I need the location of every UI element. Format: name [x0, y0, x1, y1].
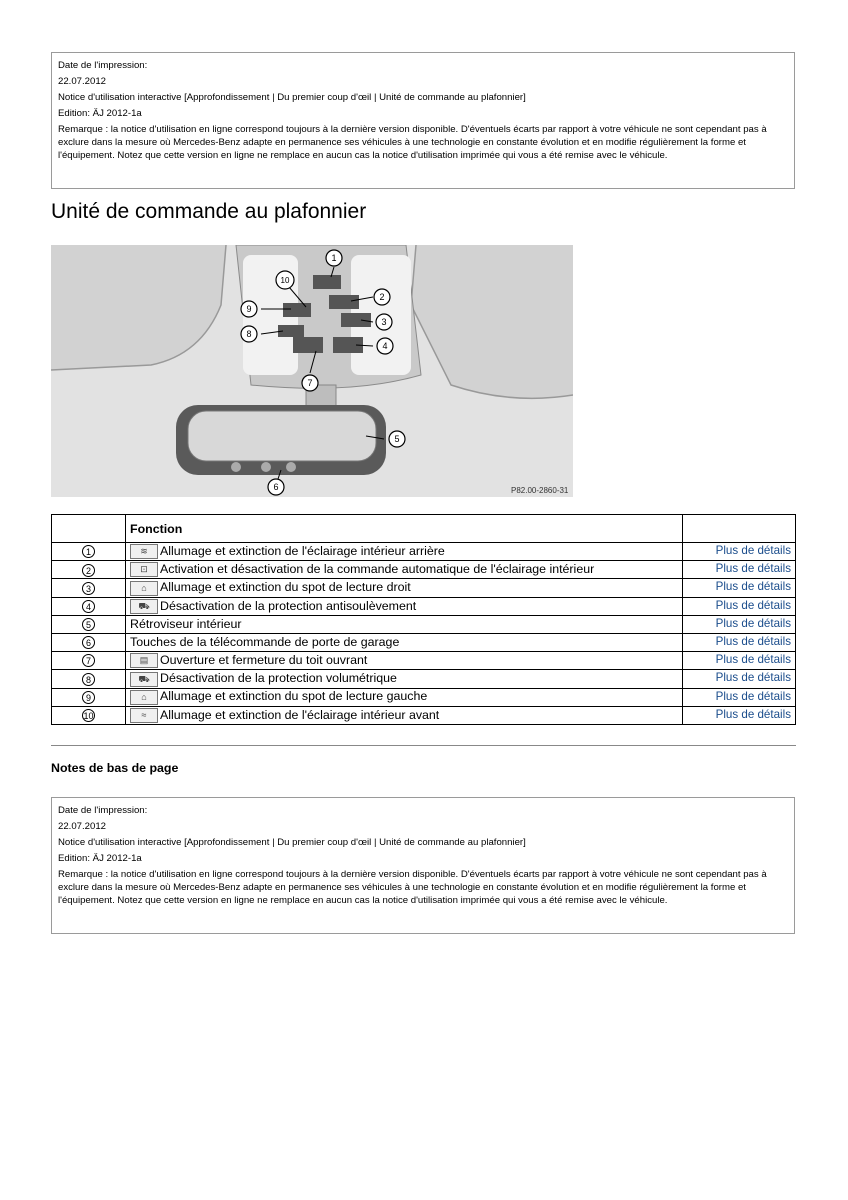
print-date-label: Date de l'impression: — [58, 805, 148, 816]
details-link[interactable]: Plus de détails — [683, 652, 796, 670]
edition: Edition: ÄJ 2012-1a — [58, 107, 142, 119]
row-number-cell — [52, 633, 126, 651]
row-number-cell — [52, 579, 126, 597]
callout-label-2: 2 — [379, 292, 385, 302]
callout-number: 7 — [82, 654, 95, 667]
row-number-cell — [52, 597, 126, 615]
details-link[interactable]: Plus de détails — [683, 597, 796, 615]
rear-light-icon: ≋ — [130, 544, 158, 559]
print-date: 22.07.2012 — [58, 820, 107, 832]
table-header-row — [52, 515, 796, 543]
callout-number: 2 — [82, 564, 95, 577]
figure-code: P82.00-2860-31 — [511, 486, 569, 495]
callout-label-7: 7 — [307, 378, 313, 388]
callout-label-1: 1 — [331, 253, 337, 263]
function-cell — [126, 670, 683, 688]
function-table — [51, 514, 796, 725]
remark: Remarque : la notice d'utilisation en ligne correspond toujours à la dernière version disponible. D'éventuels écarts par rapport à votre véhicule ne sont cependant pas à exclure dans la mesure où Mercedes-Benz adapte en permanence ses véhicules à une technologie en constante évolution et en modifie régulièrement la forme et l'équipement. Notez que cette version en ligne ne remplace en aucun cas la notice d'utilisation imprimée qui vous a été remise avec le véhicule. — [58, 123, 767, 161]
function-description: Ouverture et fermeture du toit ouvrant — [160, 653, 368, 668]
interior-motion-icon: ⛟ — [130, 672, 158, 687]
function-description: Désactivation de la protection volumétrique — [160, 671, 397, 686]
function-description: Rétroviseur intérieur — [130, 616, 242, 631]
table-row — [52, 633, 796, 651]
header-empty-cell — [52, 515, 126, 543]
notice-path: Notice d'utilisation interactive [Approfondissement | Du premier coup d'œil | Unité de commande au plafonnier] — [58, 91, 526, 103]
details-link[interactable]: Plus de détails — [683, 543, 796, 561]
row-number-cell — [52, 652, 126, 670]
callout-number: 10 — [83, 711, 94, 721]
print-info-box — [51, 52, 795, 189]
function-cell — [126, 688, 683, 706]
edition: Edition: ÄJ 2012-1a — [58, 852, 142, 864]
function-cell — [126, 633, 683, 651]
function-description: Allumage et extinction du spot de lecture droit — [160, 580, 411, 595]
function-description: Touches de la télécommande de porte de garage — [130, 635, 400, 650]
row-number-cell — [52, 706, 126, 724]
callout-number: 6 — [82, 636, 95, 649]
row-number-cell — [52, 615, 126, 633]
print-date-label: Date de l'impression: — [58, 60, 148, 71]
tow-away-icon: ⛟ — [130, 599, 158, 614]
notice-path: Notice d'utilisation interactive [Approfondissement | Du premier coup d'œil | Unité de commande au plafonnier] — [58, 836, 526, 848]
details-link[interactable]: Plus de détails — [683, 579, 796, 597]
table-row — [52, 670, 796, 688]
function-cell — [126, 615, 683, 633]
callout-label-3: 3 — [381, 317, 387, 327]
callout-label-6: 6 — [273, 482, 279, 492]
row-number-cell — [52, 543, 126, 561]
table-row — [52, 597, 796, 615]
row-number-cell — [52, 561, 126, 579]
details-link[interactable]: Plus de détails — [683, 633, 796, 651]
function-cell — [126, 597, 683, 615]
table-row — [52, 543, 796, 561]
reading-light-right-icon: ⌂ — [130, 581, 158, 596]
row-number-cell — [52, 670, 126, 688]
header-empty-link-cell — [683, 515, 796, 543]
function-description: Désactivation de la protection antisoulèvement — [160, 598, 417, 613]
function-description: Allumage et extinction de l'éclairage intérieur avant — [160, 707, 440, 722]
details-link[interactable]: Plus de détails — [683, 670, 796, 688]
function-cell — [126, 561, 683, 579]
callout-label-8: 8 — [246, 329, 252, 339]
function-cell — [126, 543, 683, 561]
front-light-icon: ≈ — [130, 708, 158, 723]
callout-number: 3 — [82, 582, 95, 595]
details-link[interactable]: Plus de détails — [683, 561, 796, 579]
auto-light-icon: ⊡ — [130, 562, 158, 577]
page-title: Unité de commande au plafonnier — [51, 200, 367, 223]
callout-label-10: 10 — [280, 276, 290, 285]
footnote-divider — [51, 745, 796, 746]
function-cell — [126, 579, 683, 597]
row-number-cell — [52, 688, 126, 706]
table-row — [52, 706, 796, 724]
function-description: Allumage et extinction de l'éclairage intérieur arrière — [160, 543, 445, 558]
details-link[interactable]: Plus de détails — [683, 688, 796, 706]
print-date: 22.07.2012 — [58, 75, 107, 87]
details-link[interactable]: Plus de détails — [683, 706, 796, 724]
reading-light-left-icon: ⌂ — [130, 690, 158, 705]
function-cell — [126, 706, 683, 724]
function-description: Activation et désactivation de la commande automatique de l'éclairage intérieur — [160, 562, 595, 577]
footnotes-title: Notes de bas de page — [51, 761, 179, 775]
table-row — [52, 615, 796, 633]
callout-number: 1 — [82, 545, 95, 558]
table-row — [52, 579, 796, 597]
callout-number: 4 — [82, 600, 95, 613]
callout-number: 8 — [82, 673, 95, 686]
table-row — [52, 688, 796, 706]
table-row — [52, 561, 796, 579]
overhead-control-panel-figure — [51, 245, 573, 497]
function-description: Allumage et extinction du spot de lecture gauche — [160, 689, 428, 704]
remark: Remarque : la notice d'utilisation en ligne correspond toujours à la dernière version disponible. D'éventuels écarts par rapport à votre véhicule ne sont cependant pas à exclure dans la mesure où Mercedes-Benz adapte en permanence ses véhicules à une technologie en constante évolution et en modifie régulièrement la forme et l'équipement. Notez que cette version en ligne ne remplace en aucun cas la notice d'utilisation imprimée qui vous a été remise avec le véhicule. — [58, 868, 767, 906]
callout-number: 5 — [82, 618, 95, 631]
callout-label-5: 5 — [394, 434, 400, 444]
callout-label-4: 4 — [382, 341, 388, 351]
header-function: Fonction — [126, 515, 683, 543]
sunroof-icon: ▤ — [130, 653, 158, 668]
callout-label-9: 9 — [246, 304, 252, 314]
function-cell — [126, 652, 683, 670]
callout-number: 9 — [82, 691, 95, 704]
details-link[interactable]: Plus de détails — [683, 615, 796, 633]
table-row — [52, 652, 796, 670]
footer-info-box — [51, 797, 795, 934]
